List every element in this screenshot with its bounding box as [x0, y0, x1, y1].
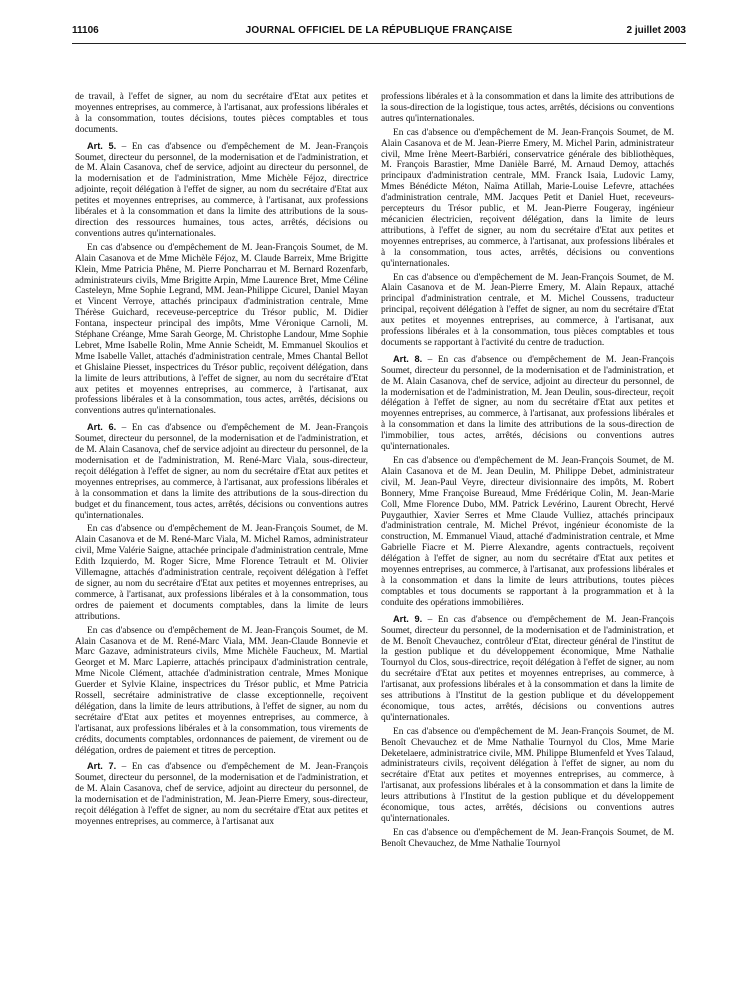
paragraph: En cas d'absence ou d'empêchement de M. Jean-François Soumet, de M. Alain Casanova et de M. Jean-Pierre Emery, M. Alain Repaux, attaché principal d'administration centrale, et M. Michel Coussens, traducteur principal, reçoivent délégation à l'effet de signer, au nom du secrétaire d'Etat aux petites et moyennes entreprises, au commerce, à l'artisanat, aux professions libérales et à la consommation, tous pièces comptables et tous documents se rapportant à l'activité du centre de traduction.: [381, 272, 674, 348]
page-header: [72, 25, 686, 41]
article-text: – En cas d'absence ou d'empêchement de M. Jean-François Soumet, directeur du personnel, de la modernisation et de l'administration, et de M. Alain Casanova, chef de service, adjoint au directeur du personnel, de la modernisation et de l'administration, M. Jean Deulin, sous-directeur, reçoit délégation à l'effet de signer, au nom du secrétaire d'Etat aux petites et moyennes entreprises, au commerce, à l'artisanat, aux professions libérales et à la consommation et dans la limite des attributions de la sous-direction de l'immobilier, tous actes, arrêtés, décisions ou conventions autres qu'internationales.: [381, 354, 674, 453]
article-label: Art. 6.: [87, 422, 117, 433]
paragraph: En cas d'absence ou d'empêchement de M. Jean-François Soumet, de M. Alain Casanova et de Mme Michèle Féjoz, M. Claude Barreix, Mme Brigitte Klein, Mme Patricia Phêne, M. Pierre Poncharrau et M. Bernard Rozenfarb, administrateurs civils, Mme Brigitte Arpin, Mme Laurence Bret, Mme Céline Casteleyn, Mme Sophie Legrand, MM. Jean-Philippe Cicurel, Daniel Mayan et Vincent Verroye, attachés principaux d'administration centrale, Mme Thérèse Guichard, receveuse-perceptrice du Trésor public, M. Didier Fontana, inspecteur principal des impôts, Mme Véronique Carnoli, M. Stéphane Créange, Mme Sarah George, M. Christophe Landour, Mme Sophie Lebret, Mme Isabelle Rolin, Mme Annie Scheidt, M. Emmanuel Skoulios et Mme Isabelle Vallet, attachés d'administration centrale, Mmes Chantal Bellot et Ghislaine Piesset, inspectrices du Trésor public, reçoivent délégation, dans la limite de leurs attributions, à l'effet de signer, au nom du secrétaire d'Etat aux petites et moyennes entreprises, au commerce, à l'artisanat, aux professions libérales et à la consommation, tous actes, arrêtés, décisions ou conventions autres qu'internationales.: [75, 242, 368, 417]
article-label: Art. 8.: [393, 353, 423, 364]
paragraph: En cas d'absence ou d'empêchement de M. Jean-François Soumet, de M. Alain Casanova et de M. René-Marc Viala, MM. Jean-Claude Bonnevie et Marc Gazave, administrateurs civils, Mme Michèle Faucheux, M. Martial Georget et M. Marc Lapierre, attachés principaux d'administration centrale, Mme Nicole Clément, attachée d'administration centrale, Mmes Monique Guerder et Sylvie Klaine, inspectrices du Trésor public, et Mme Patricia Rossell, secrétaire administrative de classe exceptionnelle, reçoivent délégation, dans la limite de leurs attributions, à l'effet de signer, au nom du secrétaire d'Etat aux petites et moyennes entreprises, au commerce, à l'artisanat, aux professions libérales et à la consommation, tous virements de crédits, documents comptables, ordonnances de paiement, de virement ou de délégation, ordres de paiement et titres de perception.: [75, 625, 368, 756]
left-column: [75, 92, 368, 831]
page-number: 11106: [72, 25, 99, 36]
paragraph: de travail, à l'effet de signer, au nom du secrétaire d'Etat aux petites et moyennes entreprises, au commerce, à l'artisanat, aux professions libérales et à la consommation, toutes décisions, toutes pièces comptables et tous documents.: [75, 92, 368, 135]
paragraph: En cas d'absence ou d'empêchement de M. Jean-François Soumet, de M. Benoît Chevauchez et de Mme Nathalie Tournyol du Clos, Mme Marie Deketelaere, administratrice civile, MM. Philippe Blumenfeld et Yves Talaud, administrateurs civils, reçoivent délégation à l'effet de signer, au nom du secrétaire d'Etat aux petites et moyennes entreprises, au commerce, à l'artisanat, aux professions libérales et à la consommation et dans la limite de leurs attributions à l'Institut de la gestion publique et du développement économique, tous actes, arrêtés, décisions ou conventions autres qu'internationales.: [381, 726, 674, 824]
header-rule: [72, 43, 686, 44]
journal-title: JOURNAL OFFICIEL DE LA RÉPUBLIQUE FRANÇAISE: [245, 25, 513, 36]
article-text: – En cas d'absence ou d'empêchement de M. Jean-François Soumet, directeur du personnel, de la modernisation et de l'administration, et de M. Alain Casanova, chef de service adjoint au directeur du personnel, de la modernisation et de l'administration, M. René-Marc Viala, sous-directeur, reçoit délégation à l'effet de signer, au nom du secrétaire d'Etat aux petites et moyennes entreprises, au commerce, à l'artisanat, aux professions libérales et à la consommation et dans la limite des attributions de la sous-direction du budget et du financement, tous actes, arrêtés, décisions ou conventions autres qu'internationales.: [75, 423, 368, 521]
paragraph: En cas d'absence ou d'empêchement de M. Jean-François Soumet, de M. Benoît Chevauchez, de Mme Nathalie Tournyol: [381, 827, 674, 849]
article-label: Art. 7.: [87, 761, 117, 772]
article-8: [381, 354, 674, 453]
issue-date: 2 juillet 2003: [626, 25, 686, 36]
right-column: [381, 92, 674, 853]
article-7: [75, 761, 368, 827]
article-text: – En cas d'absence ou d'empêchement de M. Jean-François Soumet, directeur du personnel, de la modernisation et de l'administration, et de M. Benoît Chevauchez, contrôleur d'Etat, directeur général de l'institut de la gestion publique et du développement économique, Mme Nathalie Tournyol du Clos, sous-directrice, reçoit délégation à l'effet de signer, au nom du secrétaire d'Etat aux petites et moyennes entreprises, au commerce, à l'artisanat, aux professions libérales et à la consommation et dans la limite de ses attributions à l'Institut de la gestion publique et du développement économique, tous actes, arrêtés, décisions ou conventions autres qu'internationales.: [381, 614, 674, 723]
article-6: [75, 422, 368, 521]
article-text: – En cas d'absence ou d'empêchement de M. Jean-François Soumet, directeur du personnel, de la modernisation et de l'administration, et de M. Alain Casanova, chef de service, adjoint au directeur du personnel, de la modernisation et de l'administration, M. Jean-Pierre Emery, sous-directeur, reçoit délégation à l'effet de signer, au nom du secrétaire d'Etat aux petites et moyennes entreprises, au commerce, à l'artisanat aux: [75, 762, 368, 827]
paragraph: professions libérales et à la consommation et dans la limite des attributions de la sous-direction de la logistique, tous actes, arrêtés, décisions ou conventions autres qu'internationales.: [381, 92, 674, 124]
paragraph: En cas d'absence ou d'empêchement de M. Jean-François Soumet, de M. Alain Casanova et de M. Jean Deulin, M. Philippe Debet, administrateur civil, M. Jean-Paul Veyre, directeur divisionnaire des impôts, M. Robert Bonnery, Mme Françoise Bureaud, Mme Frédérique Colin, M. Jean-Marie Coll, Mme Florence Dubo, MM. Patrick Levérino, Laurent Obrecht, Hervé Puygauthier, Xavier Serres et Mme Claude Vulliez, attachés principaux d'administration centrale, M. Michel Prévot, ingénieur économiste de la construction, M. Emmanuel Viaud, attaché d'administration centrale, et Mme Gabrielle Fiacre et M. Pierre Alexandre, agents contractuels, reçoivent délégation à l'effet de signer, au nom du secrétaire d'Etat aux petites et moyennes entreprises, au commerce, à l'artisanat, aux professions libérales et à la consommation et dans la limite de leurs attributions, toutes pièces comptables et tous documents se rapportant à la programmation et à la conduite des opérations immobilières.: [381, 456, 674, 608]
article-9: [381, 614, 674, 724]
article-5: [75, 141, 368, 240]
paragraph: En cas d'absence ou d'empêchement de M. Jean-François Soumet, de M. Alain Casanova et de M. Jean-Pierre Emery, M. Michel Parin, administrateur civil, Mme Irène Meert-Barbiéri, conservatrice générale des bibliothèques, M. François Barastier, Mme Danièle Barré, M. Arnaud Demoy, attachés principaux d'administration centrale, MM. Franck Isaia, Ludovic Lamy, Mmes Bénédicte Méton, Naïma Atillah, Marie-Louise Lefevre, attachées d'administration centrale, MM. Jacques Petit et Daniel Huet, receveurs-percepteurs du Trésor public, et M. Jean-Pierre Fougeray, ingénieur mécanicien électricien, reçoivent délégation, dans la limite de leurs attributions, à l'effet de signer, au nom du secrétaire d'Etat aux petites et moyennes entreprises, au commerce, à l'artisanat, aux professions libérales et à la consommation, tous actes, arrêtés, décisions ou conventions qu'internationales.: [381, 127, 674, 269]
paragraph: En cas d'absence ou d'empêchement de M. Jean-François Soumet, de M. Alain Casanova et de M. René-Marc Viala, M. Michel Ramos, administrateur civil, Mme Valérie Saigne, attachée principale d'administration centrale, Mme Edith Izquierdo, M. Roger Sicre, Mme Florence Tetrault et M. Olivier Villemagne, attachés d'administration centrale, reçoivent délégation à l'effet de signer, au nom du secrétaire d'Etat aux petites et moyennes entreprises, au commerce, à l'artisanat, aux professions libérales et à la consommation, tous ordres de paiement et documents comptables, dans la limite de leurs attributions.: [75, 524, 368, 622]
article-label: Art. 9.: [393, 613, 423, 624]
article-label: Art. 5.: [87, 140, 117, 151]
article-text: – En cas d'absence ou d'empêchement de M. Jean-François Soumet, directeur du personnel, de la modernisation et de l'administration, et de M. Alain Casanova, chef de service, adjoint au directeur du personnel, de la modernisation et de l'administration, Mme Michèle Féjoz, directrice adjointe, reçoit délégation à l'effet de signer, au nom du secrétaire d'Etat aux petites et moyennes entreprises, au commerce, à l'artisanat, aux professions libérales et à la consommation et dans la limite des attributions de la sous-direction des ressources humaines, tous actes, arrêtés, décisions ou conventions autres qu'internationales.: [75, 141, 368, 239]
